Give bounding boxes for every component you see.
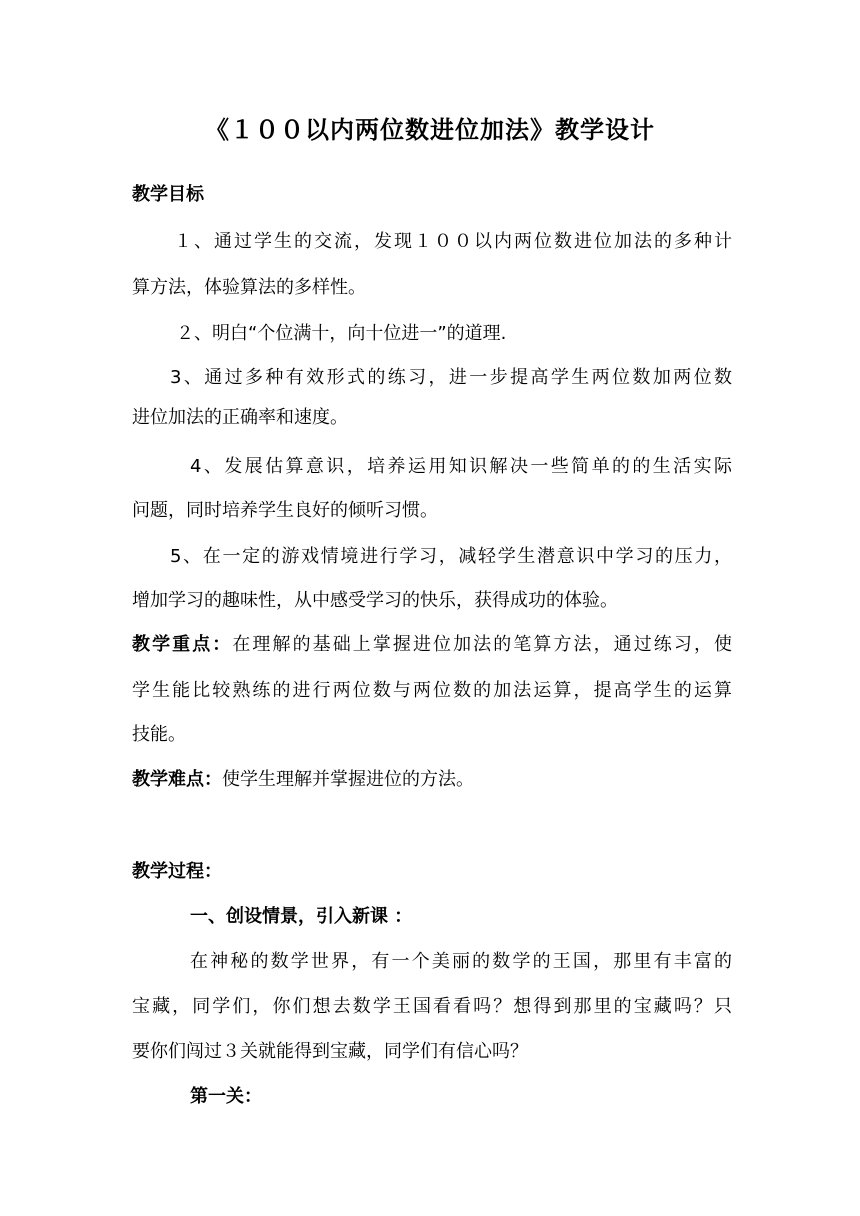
section1-heading: 一、创设情景，引入新课 ： (190, 906, 413, 927)
difficulty-text: 使学生理解并掌握进位的方法。 (222, 769, 474, 790)
level1-heading: 第一关： (190, 1086, 262, 1107)
objective-1-line1: １、通过学生的交流，发现１００以内两位数进位加法的多种计 (174, 231, 732, 252)
key-point-line3: 技能。 (132, 724, 186, 745)
key-point-line2: 学生能比较熟练的进行两位数与两位数的加法运算，提高学生的运算 (132, 680, 732, 701)
difficulty-line (132, 768, 732, 792)
difficulty-label: 教学难点： (132, 769, 222, 790)
objective-1-line2: 算方法，体验算法的多样性。 (132, 277, 366, 298)
objective-5-line1: 5、在一定的游戏情境进行学习，减轻学生潜意识中学习的压力， (170, 546, 732, 567)
objective-5-line2: 增加学习的趣味性，从中感受学习的快乐，获得成功的体验。 (132, 590, 618, 611)
key-point-text: 在理解的基础上掌握进位加法的笔算方法，通过练习，使 (232, 634, 733, 655)
section1-para-line2: 宝藏，同学们，你们想去数学王国看看吗？想得到那里的宝藏吗？只 (132, 996, 732, 1017)
document-title: 《１００以内两位数进位加法》教学设计 (205, 116, 655, 144)
section1-para-line3: 要你们闯过３关就能得到宝藏，同学们有信心吗？ (132, 1041, 528, 1062)
objective-2-line1: ２、明白“个位满十，向十位进一”的道理. (176, 323, 507, 344)
key-point-line1 (132, 633, 732, 657)
objective-4-line1: 4、发展估算意识，培养运用知识解决一些简单的的生活实际 (190, 456, 732, 477)
section1-para-line1: 在神秘的数学世界，有一个美丽的数学的王国，那里有丰富的 (190, 951, 732, 972)
objectives-heading: 教学目标 (132, 184, 204, 205)
key-point-label: 教学重点： (132, 634, 233, 655)
objective-4-line2: 问题，同时培养学生良好的倾听习惯。 (132, 500, 438, 521)
process-heading: 教学过程： (132, 861, 222, 882)
objective-3-line1: 3、通过多种有效形式的练习，进一步提高学生两位数加两位数 (170, 367, 732, 388)
objective-3-line2: 进位加法的正确率和速度。 (132, 407, 348, 428)
